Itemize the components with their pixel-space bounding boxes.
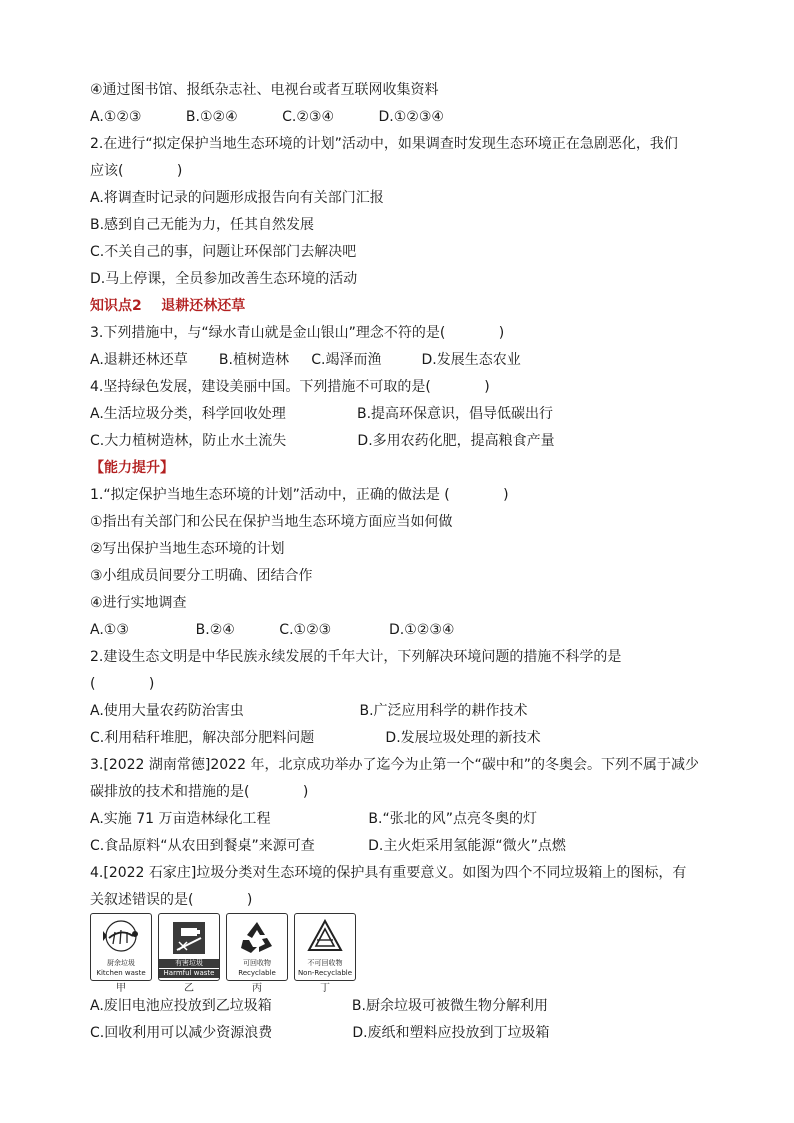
question-2-stem: 2.在进行“拟定保护当地生态环境的计划”活动中，如果调查时发现生态环境正在急剧恶化，我们	[90, 136, 678, 152]
answer-choices-cd: C.食品原料“从农田到餐桌”来源可查 D.主火炬采用氢能源“微火”点燃	[90, 838, 566, 854]
non-recyclable-icon	[295, 916, 355, 956]
bin-label-cn: 可回收物	[243, 959, 271, 967]
question-2-stem-cont: 应该( )	[90, 163, 183, 179]
bin-label-cn: 厨余垃圾	[107, 959, 135, 967]
non-recyclable-bin	[294, 913, 356, 981]
choice-b: B.感到自己无能为力，任其自然发展	[90, 217, 315, 233]
question-4-stem: 4.[2022 石家庄]垃圾分类对生态环境的保护具有重要意义。如图为四个不同垃圾箱上的图标，有	[90, 865, 687, 881]
question-2-stem-cont: ( )	[90, 676, 155, 692]
question-3-stem: 3.下列措施中，与“绿水青山就是金山银山”理念不符的是( )	[90, 325, 505, 341]
bin-label-cn: 不可回收物	[307, 959, 343, 967]
question-1-stem: 1.“拟定保护当地生态环境的计划”活动中，正确的做法是 ( )	[90, 487, 509, 503]
answer-choices-cd: C.利用秸秆堆肥，解决部分肥料问题 D.发展垃圾处理的新技术	[90, 730, 541, 746]
bin-label-en: Recyclable	[238, 969, 276, 977]
bin-name-ding: 丁	[320, 983, 330, 994]
option-item-2: ②写出保护当地生态环境的计划	[90, 541, 285, 557]
option-item-4: ④进行实地调查	[90, 595, 187, 611]
question-3-stem-cont: 碳排放的技术和措施的是( )	[90, 784, 309, 800]
question-2-stem: 2.建设生态文明是中华民族永续发展的千年大计，下列解决环境问题的措施不科学的是	[90, 649, 622, 665]
bin-label-en: Non-Recyclable	[297, 969, 353, 977]
bin-label-en: Kitchen waste	[96, 969, 146, 977]
recyclable-bin	[226, 913, 288, 981]
fish-bone-icon	[91, 916, 151, 956]
recycle-icon	[227, 916, 287, 956]
answer-choices-ab: A.废旧电池应投放到乙垃圾箱 B.厨余垃圾可被微生物分解利用	[90, 998, 548, 1014]
bin-label-cn: 有害垃圾	[159, 959, 219, 968]
bin-label-en: Harmful waste	[159, 969, 219, 978]
answer-choices-cd: C.大力植树造林，防止水土流失 D.多用农药化肥，提高粮食产量	[90, 433, 555, 449]
answer-choices-ab: A.使用大量农药防治害虫 B.广泛应用科学的耕作技术	[90, 703, 528, 719]
section-heading-knowledge-2: 知识点2 退耕还林还草	[90, 298, 246, 314]
question-3-stem: 3.[2022 湖南常德]2022 年，北京成功举办了迄今为止第一个“碳中和”的冬奥会。下列不属于减少	[90, 757, 699, 773]
answer-choices-ab: A.生活垃圾分类，科学回收处理 B.提高环保意识，倡导低碳出行	[90, 406, 554, 422]
section-heading-ability: 【能力提升】	[90, 460, 174, 476]
option-item-4: ④通过图书馆、报纸杂志社、电视台或者互联网收集资料	[90, 82, 439, 98]
bin-name-jia: 甲	[116, 983, 126, 994]
kitchen-waste-bin	[90, 913, 152, 981]
answer-choices-ab: A.实施 71 万亩造林绿化工程 B.“张北的风”点亮冬奥的灯	[90, 811, 537, 827]
choice-d: D.马上停课，全员参加改善生态环境的活动	[90, 271, 358, 287]
answer-choices-cd: C.回收利用可以减少资源浪费 D.废纸和塑料应投放到丁垃圾箱	[90, 1025, 550, 1041]
choice-a: A.将调查时记录的问题形成报告向有关部门汇报	[90, 190, 384, 206]
question-4-stem: 4.坚持绿色发展，建设美丽中国。下列措施不可取的是( )	[90, 379, 490, 395]
answer-choices: A.退耕还林还草 B.植树造林 C.竭泽而渔 D.发展生态农业	[90, 352, 521, 368]
option-item-1: ①指出有关部门和公民在保护当地生态环境方面应当如何做	[90, 514, 453, 530]
option-item-3: ③小组成员间要分工明确、团结合作	[90, 568, 313, 584]
harmful-battery-icon	[159, 916, 219, 956]
answer-choices: A.①②③ B.①②④ C.②③④ D.①②③④	[90, 109, 444, 125]
answer-choices: A.①③ B.②④ C.①②③ D.①②③④	[90, 622, 455, 638]
bin-name-bing: 丙	[252, 983, 262, 994]
question-4-stem-cont: 关叙述错误的是( )	[90, 892, 253, 908]
harmful-waste-bin	[158, 913, 220, 981]
choice-c: C.不关自己的事，问题让环保部门去解决吧	[90, 244, 357, 260]
bin-name-yi: 乙	[184, 983, 194, 994]
